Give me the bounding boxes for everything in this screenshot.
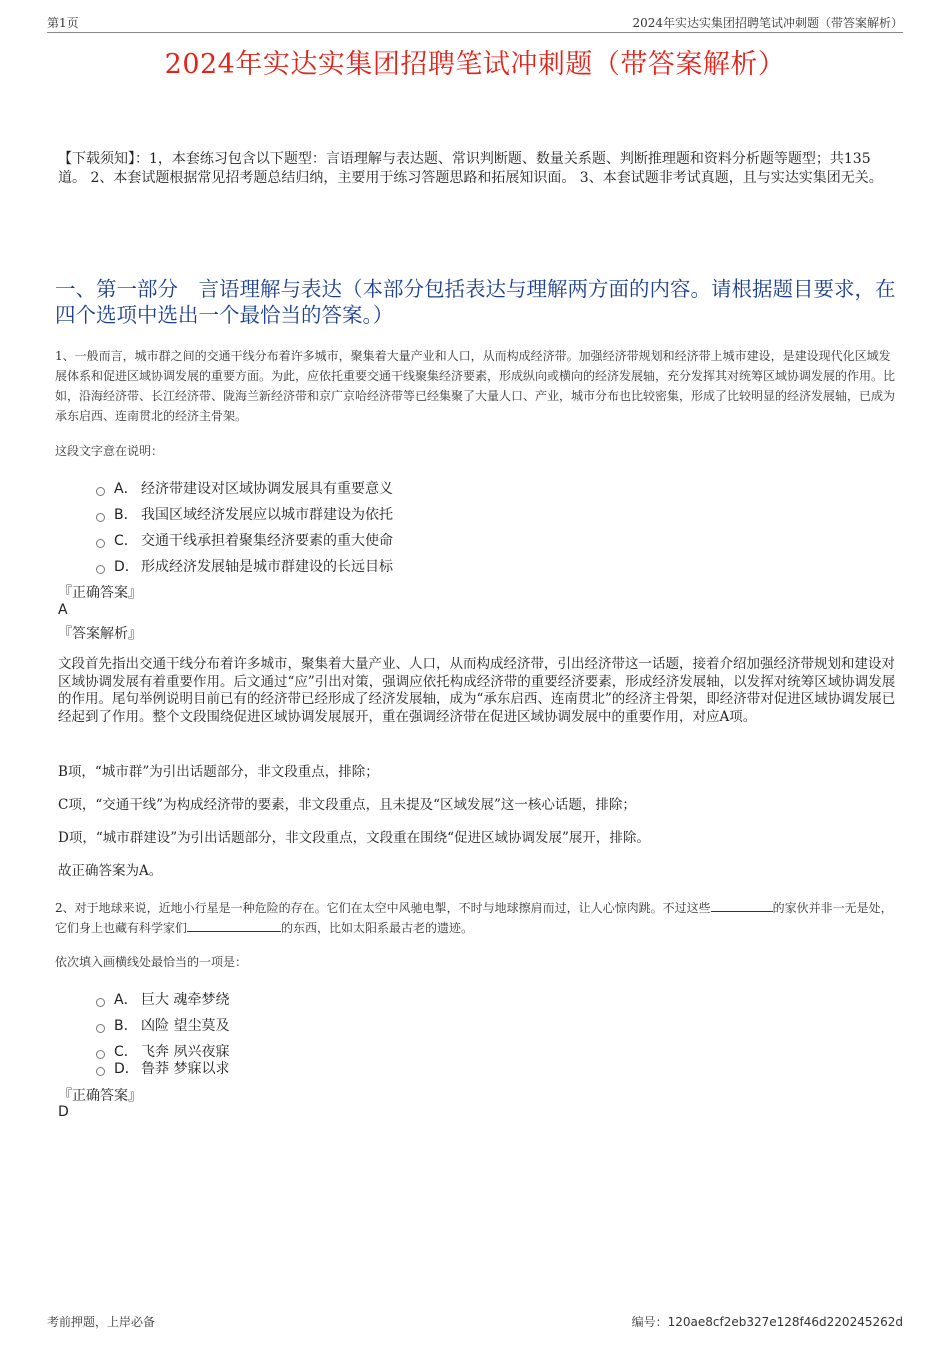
download-notice: 【下载须知】：1，本套练习包含以下题型：言语理解与表达题、常识判断题、数量关系题、判断推理题和资料分析题等题型；共135道。 2、本套试题根据常见招考题总结归纳，主要用于练习答题思路和拓展知识面。 3、本套试题非考试真题，且与实达实集团无关。 [58,151,883,186]
radio-icon[interactable] [96,998,105,1007]
q2-option-d[interactable]: D． 鲁莽 梦寐以求 [96,1058,229,1078]
question-1-prompt: 这段文字意在说明： [55,444,164,458]
footer-code: 编号：120ae8cf2eb327e128f46d220245262d [631,1315,903,1329]
question-1-text: 1、一般而言，城市群之间的交通干线分布着许多城市，聚集着大量产业和人口，从而构成经济带。加强经济带规划和经济带上城市建设，是建设现代化区域发展体系和促进区域协调发展的重要方面。为此，应依托重要交通干线聚集经济要素，形成纵向或横向的经济发展轴，充分发挥其对统筹区域协调发展的作用。比如，沿海经济带、长江经济带、陇海兰新经济带和京广京哈经济带等已经集聚了大量人口、产业，城市分布也比较密集，形成了比较明显的经济发展轴，已成为承东启西、连南贯北的经济主骨架。 [55,349,896,423]
header-doc-title: 2024年实达实集团招聘笔试冲刺题（带答案解析） [632,16,903,30]
radio-icon[interactable] [96,513,105,522]
radio-icon[interactable] [96,1067,105,1076]
q1-option-a[interactable]: A． 经济带建设对区域协调发展具有重要意义 [96,478,393,498]
q1-analysis-label: 『答案解析』 [58,626,142,642]
page-title: 2024年实达实集团招聘笔试冲刺题（带答案解析） [164,49,786,80]
fill-blank-2[interactable] [187,919,281,932]
fill-blank-1[interactable] [711,899,773,912]
q1-option-b[interactable]: B． 我国区域经济发展应以城市群建设为依托 [96,504,393,524]
q1-analysis-c: C项，“交通干线”为构成经济带的要素，非文段重点，且未提及“区域发展”这一核心话题，排除； [58,797,636,813]
q1-answer-label: 『正确答案』 [58,585,142,601]
q2-option-c[interactable]: C． 飞奔 夙兴夜寐 [96,1041,229,1061]
radio-icon[interactable] [96,565,105,574]
q1-option-d[interactable]: D． 形成经济发展轴是城市群建设的长远目标 [96,556,393,576]
q1-analysis-b: B项，“城市群”为引出话题部分，非文段重点，排除； [58,764,379,780]
q1-analysis-conclusion: 故正确答案为A。 [58,863,163,879]
footer-slogan: 考前押题，上岸必备 [47,1315,156,1329]
question-2-text: 2、对于地球来说，近地小行星是一种危险的存在。它们在太空中风驰电掣，不时与地球擦肩而过，让人心惊肉跳。不过这些 的家伙并非一无是处，它们身上也藏有科学家们 的东西，比如太阳系最古老的遗迹。 [55,901,893,935]
q1-analysis-paragraph: 文段首先指出交通干线分布着许多城市，聚集着大量产业、人口，从而构成经济带，引出经济带这一话题，接着介绍加强经济带规划和建设对区域协调发展有着重要作用。后文通过“应”引出对策，强调应依托构成经济带的重要经济要素，形成经济发展轴，以发挥对统筹区域协调发展的作用。尾句举例说明目前已有的经济带已经形成了经济发展轴，成为“承东启西、连南贯北”的经济主骨架，即经济带对促进区域协调发展已经起到了作用。整个文段围绕促进区域协调发展展开，重在强调经济带在促进区域协调发展中的重要作用，对应A项。 [58,656,896,725]
q2-answer-label: 『正确答案』 [58,1088,142,1104]
page-number: 第1页 [47,16,79,30]
radio-icon[interactable] [96,1024,105,1033]
q2-option-a[interactable]: A． 巨大 魂牵梦绕 [96,989,229,1009]
q1-answer: A [58,602,68,618]
q2-option-b[interactable]: B． 凶险 望尘莫及 [96,1015,229,1035]
q2-answer: D [58,1104,69,1120]
radio-icon[interactable] [96,539,105,548]
question-2-prompt: 依次填入画横线处最恰当的一项是： [55,955,248,969]
radio-icon[interactable] [96,487,105,496]
section-heading: 一、第一部分 言语理解与表达（本部分包括表达与理解两方面的内容。请根据题目要求，在四个选项中选出一个最恰当的答案。） [55,277,896,327]
q1-analysis-d: D项，“城市群建设”为引出话题部分，非文段重点，文段重在围绕“促进区域协调发展”展开，排除。 [58,830,650,846]
page-header [47,14,903,33]
q1-option-c[interactable]: C． 交通干线承担着聚集经济要素的重大使命 [96,530,393,550]
